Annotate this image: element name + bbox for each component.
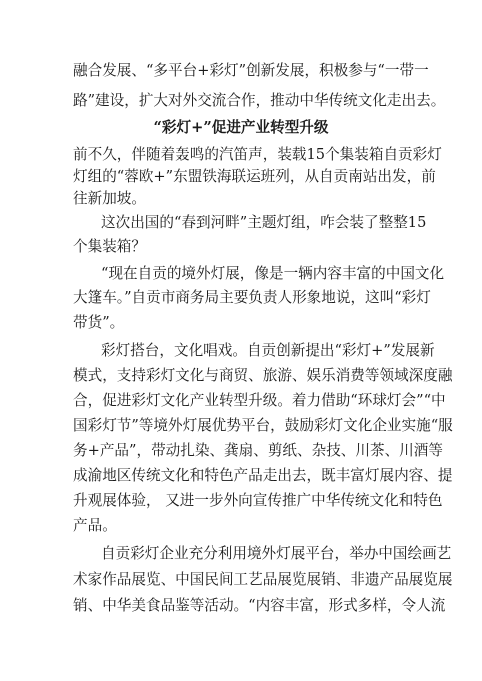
p5-line-2: 术家作品展览、中国民间工艺品展览展销、非遗产品展览展 <box>73 571 453 588</box>
p3-line-1: “现在自贡的境外灯展，像是一辆内容丰富的中国文化 <box>101 265 445 282</box>
p4-line-5: 务+产品”，带动扎染、龚扇、剪纸、杂技、川茶、川酒等 <box>73 442 443 459</box>
p2-line-2: 个集装箱？ <box>73 238 146 255</box>
intro-line-1: 融合发展、“多平台+彩灯”创新发展，积极参与“一带一 <box>73 62 429 79</box>
p2-line-1: 这次出国的“春到河畔”主题灯组，咋会装了整整15 <box>101 214 427 231</box>
p4-line-6: 成渝地区传统文化和特色产品走出去，既丰富灯展内容、提 <box>73 467 453 484</box>
p4-line-8: 产品。 <box>73 517 117 534</box>
p3-line-3: 带货”。 <box>73 314 125 331</box>
intro-line-2: 路”建设，扩大对外交流合作，推动中华传统文化走出去。 <box>73 92 446 109</box>
p4-line-3: 合，促进彩灯文化产业转型升级。着力借助“环球灯会”“中 <box>73 392 446 409</box>
p4-line-2: 模式，支持彩灯文化与商贸、旅游、娱乐消费等领域深度融 <box>73 367 453 384</box>
p1-line-3: 往新加坡。 <box>73 190 146 207</box>
p5-line-1: 自贡彩灯企业充分利用境外灯展平台，举办中国绘画艺 <box>101 545 452 562</box>
p1-line-2: 灯组的“蓉欧+”东盟铁海联运班列，从自贡南站出发，前 <box>73 168 436 185</box>
p1-line-1: 前不久，伴随着轰鸣的汽笛声，装载15个集装箱自贡彩灯 <box>73 146 442 163</box>
p3-line-2: 大篷车。”自贡市商务局主要负责人形象地说，这叫“彩灯 <box>73 289 431 306</box>
p4-line-7: 升观展体验， 又进一步外向宣传推广中华传统文化和特色 <box>73 492 443 509</box>
p5-line-3: 销、中华美食品鉴等活动。“内容丰富，形式多样，令人流 <box>73 597 446 614</box>
p4-line-4: 国彩灯节”等境外灯展优势平台，鼓励彩灯文化企业实施“服 <box>73 417 453 434</box>
p4-line-1: 彩灯搭台，文化唱戏。自贡创新提出“彩灯+”发展新 <box>101 342 435 359</box>
section-heading: “彩灯+”促进产业转型升级 <box>153 119 329 136</box>
